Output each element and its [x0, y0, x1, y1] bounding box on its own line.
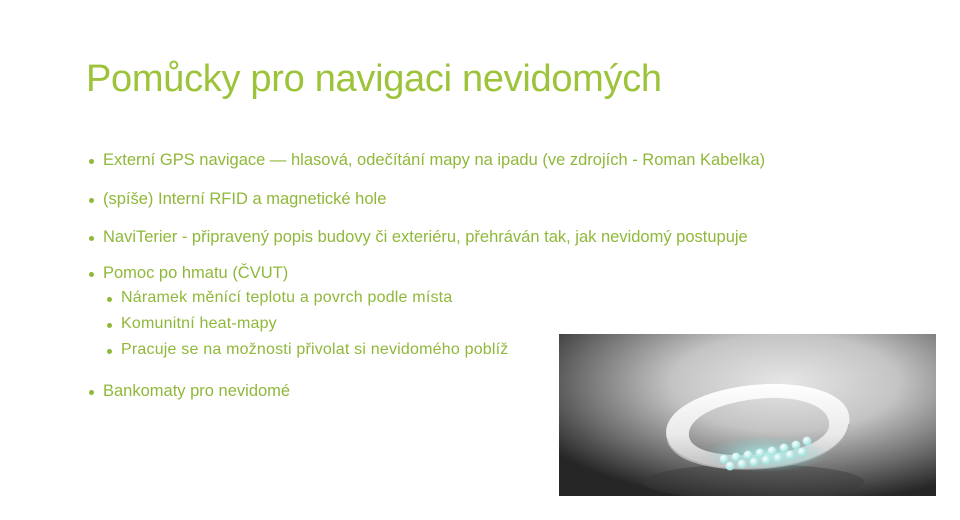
sub-bullet-item — [121, 315, 277, 333]
bullet-text: Externí GPS navigace — hlasová, odečítání mapy na ipadu (ve zdrojích - Roman Kabelka) — [103, 151, 766, 169]
bullet-item — [103, 382, 290, 401]
bullet-dot-icon — [89, 272, 94, 277]
slide-title: Pomůcky pro navigaci nevidomých — [86, 58, 662, 100]
sub-bullet-text: Náramek měnící teplotu a povrch podle místa — [121, 289, 453, 306]
bracelet-image — [559, 334, 936, 496]
bullet-text: NaviTerier - připravený popis budovy či exteriéru, přehráván tak, jak nevidomý postupuje — [103, 228, 748, 246]
bullet-text: Pomoc po hmatu (ČVUT) — [103, 264, 289, 282]
bullet-item — [103, 151, 765, 170]
sub-bullet-text: Pracuje se na možnosti přivolat si nevidomého poblíž — [121, 341, 509, 358]
bullet-item — [103, 264, 288, 283]
bullet-dot-icon — [89, 198, 94, 203]
bracelet-photo — [559, 334, 936, 496]
bullet-dot-icon — [89, 159, 94, 164]
bullet-dot-icon — [107, 349, 112, 354]
bullet-item — [103, 190, 386, 209]
bullet-dot-icon — [89, 390, 94, 395]
bullet-dot-icon — [107, 323, 112, 328]
sub-bullet-item — [121, 341, 509, 359]
bullet-dot-icon — [107, 297, 112, 302]
bullet-text: Bankomaty pro nevidomé — [103, 382, 291, 400]
sub-bullet-item — [121, 289, 452, 307]
bullet-item — [103, 228, 748, 247]
sub-bullet-text: Komunitní heat-mapy — [121, 315, 277, 332]
bullet-dot-icon — [89, 236, 94, 241]
bullet-text: (spíše) Interní RFID a magnetické hole — [103, 190, 387, 208]
